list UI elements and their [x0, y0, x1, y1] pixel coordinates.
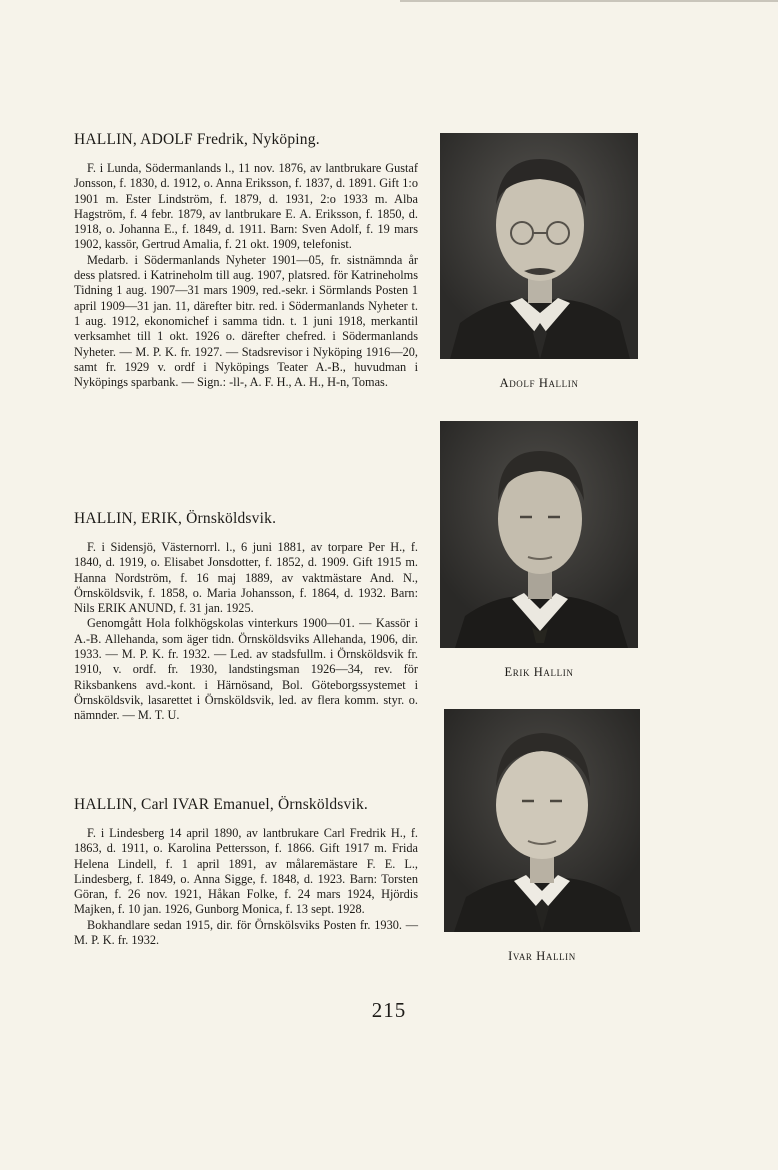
portrait-ivar-image [444, 709, 640, 932]
entry-paragraph-career: Genomgått Hola folkhögskolas vinterkurs 1900—01. — Kassör i A.-B. Allehanda, som äger tidn. Örnsköldsviks Allehanda, 1906, dir. 1933. — M. P. K. fr. 1932. — Led. av stadsfullm. i Örnsköldsvik fr. 1910, v. ordf. fr. 1930, landstingsman 1926—34, rev. för Riksbankens avd.-kont. i Härnösand, Bol. Göteborgssystemet i Örnsköldsvik, lasarettet i Örnsköldsvik, led. av flera komm. styr. o. nämnder. — M. T. U. [74, 616, 418, 723]
entry-paragraph-bio: F. i Sidensjö, Västernorrl. l., 6 juni 1881, av torpare Per H., f. 1840, d. 1919, o. Elisabet Jonsdotter, f. 1852, d. 1909. Gift 1915 m. Hanna Nordström, f. 16 maj 1889, av vaktmästare And. N., Örnsköldsvik, f. 1858, o. Maria Johansson, f. 1864, d. 1932. Barn: Nils ERIK ANUND, f. 31 jan. 1925. [74, 540, 418, 616]
portrait-adolf-image [440, 133, 638, 359]
entry-heading: HALLIN, ADOLF Fredrik, Nyköping. [74, 131, 320, 148]
entry-ivar-hallin [74, 796, 418, 948]
entry-paragraph-career: Medarb. i Södermanlands Nyheter 1901—05, fr. sistnämnda år dess platsred. i Katrineholm till aug. 1907, platsred. för Katrineholms Tidning 1 aug. 1907—31 mars 1909, red.-sekr. i Sörmlands Posten 1 april 1909—31 jan. 11, därefter bitr. red. i Södermanlands Nyheter t. 1 aug. 1912, ekonomichef i samma tidn. t. 1 juni 1918, merkantil verksamhet till 1 okt. 1926 o. därefter chefred. i Södermanlands Nyheter. — M. P. K. fr. 1927. — Stadsrevisor i Nyköping 1916—20, samt fr. 1929 v. ordf i Nyköpings Teater A.-B., huvudman i Nyköpings sparbank. — Sign.: -ll-, A. F. H., A. H., H-n, Tomas. [74, 252, 418, 390]
entry-heading: HALLIN, Carl IVAR Emanuel, Örnsköldsvik. [74, 796, 369, 813]
entry-heading: HALLIN, ERIK, Örnsköldsvik. [74, 510, 277, 527]
entry-erik-hallin [74, 510, 418, 724]
portrait-caption: Ivar Hallin [508, 949, 576, 963]
portrait-caption: Adolf Hallin [499, 376, 579, 390]
portrait-photo [444, 709, 640, 932]
page-number: 215 [371, 998, 407, 1022]
entry-paragraph-bio: F. i Lindesberg 14 april 1890, av lantbrukare Carl Fredrik H., f. 1863, d. 1911, o. Karolina Pettersson, f. 1866. Gift 1917 m. Frida Helena Lindell, f. 1 april 1891, av målaremästare F. E. L., Lindesberg, f. 1849, o. Anna Sigge, f. 1848, d. 1923. Barn: Torsten Göran, f. 26 nov. 1921, Håkan Folke, f. 24 mars 1924, Hjördis Majken, f. 10 jan. 1926, Gunborg Monica, f. 13 sept. 1928. [74, 826, 418, 917]
portrait-block-erik [440, 421, 638, 680]
portrait-erik-image [440, 421, 638, 648]
portrait-block-adolf [440, 133, 638, 391]
entry-adolf-hallin [74, 131, 418, 390]
entry-paragraph-career: Bokhandlare sedan 1915, dir. för Örnskölsviks Posten fr. 1930. — M. P. K. fr. 1932. [74, 917, 418, 948]
portrait-photo [440, 133, 638, 359]
portrait-photo [440, 421, 638, 648]
portrait-caption: Erik Hallin [504, 665, 574, 679]
entry-paragraph-bio: F. i Lunda, Södermanlands l., 11 nov. 1876, av lantbrukare Gustaf Jonsson, f. 1830, d. 1912, o. Anna Eriksson, f. 1837, d. 1891. Gift 1:o 1901 m. Ester Lindström, f. 1879, d. 1931, 2:o 1933 m. Alba Hagström, f. 4 febr. 1879, av lantbrukare E. A. Eriksson, f. 1850, d. 1918, o. Johanna E., f. 1849, d. 1911. Barn: Sven Adolf, f. 19 mars 1902, kassör, Gertrud Amalia, f. 21 okt. 1909, telefonist. [74, 161, 418, 252]
portrait-block-ivar [444, 709, 640, 964]
top-edge-rule [400, 0, 778, 2]
